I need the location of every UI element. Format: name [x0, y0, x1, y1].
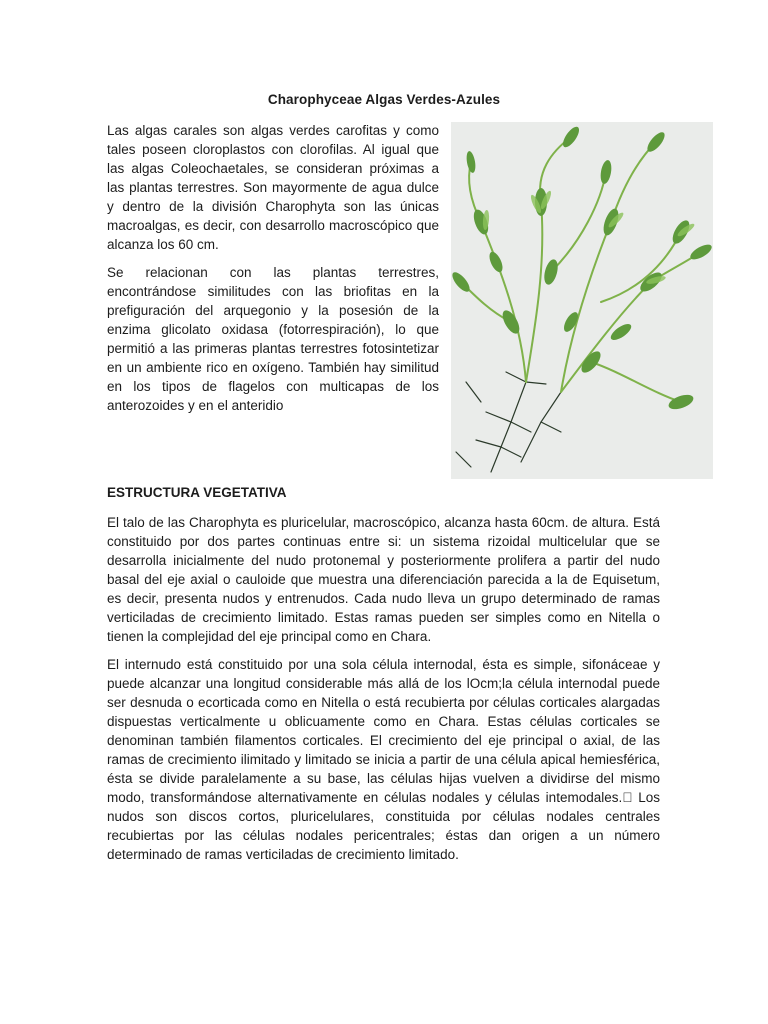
body-paragraph-1: El talo de las Charophyta es pluricelular, macroscópico, alcanza hasta 60cm. de altura. Está constituido por dos partes continuas entre si: un sistema rizoidal multicelular que se desarrolla inicialmente del nudo protonemal y posteriormente prolifera a partir del nudo basal del eje axial o cauloide que muestra una diferenciación parecida a la de Equisetum, es decir, presenta nudos y entrenudos. Cada nudo lleva un grupo determinado de ramas verticiladas de crecimiento limitado. Estas ramas pueden ser simples como en Nitella o tienen la complejidad del eje principal como en Chara.	[107, 515, 660, 644]
page-title: Charophyceae Algas Verdes-Azules	[267, 92, 501, 107]
intro-paragraph-1: Las algas carales son algas verdes carofitas y como tales poseen cloroplastos con clorofilas. Al igual que las algas Coleochaetales, se consideran próximas a las plantas terrestres. Son mayormente de agua dulce y dentro de la división Charophyta son las únicas macroalgas, es decir, con desarrollo macroscópico que alcanza los 60 cm.	[107, 123, 439, 252]
body-text-column	[107, 513, 660, 873]
section-heading: ESTRUCTURA VEGETATIVA	[107, 485, 287, 500]
charophyte-plant-illustration	[451, 122, 713, 479]
intro-text-column	[107, 121, 439, 432]
intro-paragraph-2: Se relacionan con las plantas terrestres, encontrándose similitudes con las briofitas en la prefiguración del arquegonio y la posesión de la enzima glicolato oxidasa (fotorrespiración), lo que permitió a las primeras plantas terrestres fotosintetizar en un ambiente rico en oxígeno. También hay similitud en los tipos de flagelos con multicapas de los anterozoides y en el anteridio	[107, 265, 439, 413]
body-paragraph-2: El internudo está constituido por una sola célula internodal, ésta es simple, sifonáceae y puede alcanzar una longitud considerable más allá de los lOcm;la célula internodal puede ser desnuda o ecorticada como en Nitella o está recubierta por células corticales alargadas dispuestas verticalmente u oblicuamente como en Chara. Estas células corticales se denominan también filamentos corticales. El crecimiento del eje principal o axial, de las ramas de crecimiento ilimitado y limitado se inicia a partir de una célula apical hemiesférica, ésta se divide paralelamente a su base, las células hijas vuelven a dividirse del mismo modo, transformándose alternativamente en células nodales y células intemodales. Los nudos son discos cortos, pluricelulares, constituida por células nodales centrales recubiertas por las células nodales pericentrales; éstas dan origen a un número determinado de ramas verticiladas de crecimiento limitado.	[107, 657, 660, 862]
charophyte-plant-photo	[451, 122, 713, 479]
